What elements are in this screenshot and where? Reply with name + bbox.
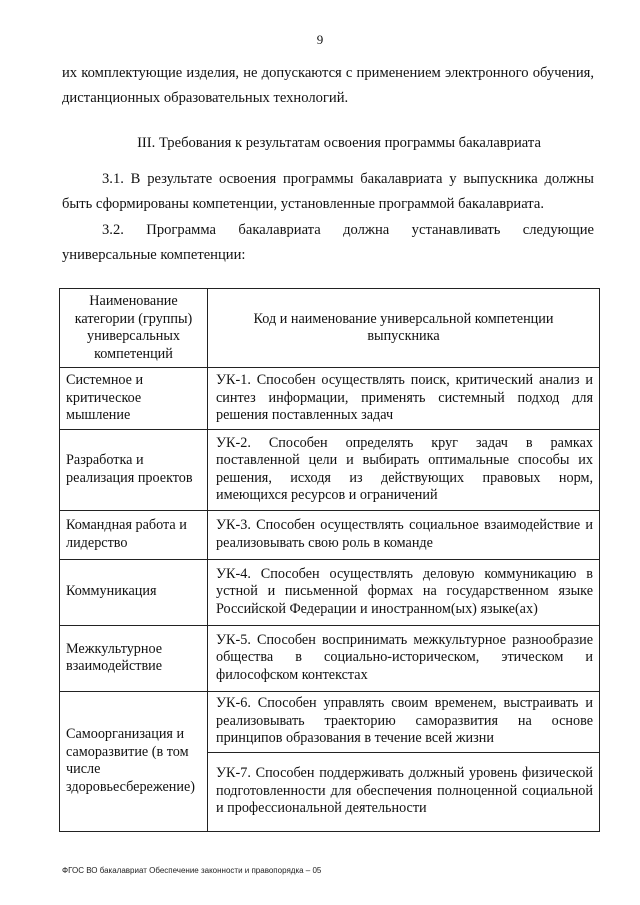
- table-row: [60, 691, 600, 752]
- table-header-row: [60, 289, 600, 368]
- competencies-table: [59, 288, 600, 832]
- header-category: Наименование категории (группы) универсальных компетенций: [60, 289, 208, 368]
- category-cell: Разработка и реализация проектов: [60, 429, 208, 510]
- section-heading: III. Требования к результатам освоения программы бакалавриата: [137, 135, 541, 151]
- category-cell: Межкультурное взаимодействие: [60, 625, 208, 691]
- table-row: [60, 368, 600, 430]
- competence-cell: УК-5. Способен воспринимать межкультурное разнообразие общества в социально-историческом, этическом и философском контекстах: [208, 625, 600, 691]
- page-number: 9: [316, 32, 324, 47]
- table-row: [60, 429, 600, 510]
- table-row: [60, 559, 600, 625]
- continued-paragraph: их комплектующие изделия, не допускаются с применением электронного обучения, дистанционных образовательных технологий.: [62, 65, 594, 106]
- category-cell: Командная работа и лидерство: [60, 510, 208, 559]
- table-row: [60, 625, 600, 691]
- paragraph-3-2: 3.2. Программа бакалавриата должна устанавливать следующие универсальные компетенции:: [62, 222, 594, 263]
- competence-cell: УК-2. Способен определять круг задач в рамках поставленной цели и выбирать оптимальные способы их решения, исходя из действующих правовых норм, имеющихся ресурсов и ограничений: [208, 429, 600, 510]
- category-cell: Самоорганизация и саморазвитие (в том числе здоровьесбережение): [60, 691, 208, 831]
- competence-cell: УК-7. Способен поддерживать должный уровень физической подготовленности для обеспечения полноценной социальной и профессиональной деятельности: [208, 752, 600, 831]
- table-row: [60, 510, 600, 559]
- competence-cell: УК-3. Способен осуществлять социальное взаимодействие и реализовывать свою роль в команде: [208, 510, 600, 559]
- category-cell: Коммуникация: [60, 559, 208, 625]
- category-cell: Системное и критическое мышление: [60, 368, 208, 430]
- competence-cell: УК-4. Способен осуществлять деловую коммуникацию в устной и письменной формах на государственном языке Российской Федерации и иностранном(ых) языке(ах): [208, 559, 600, 625]
- footer: ФГОС ВО бакалавриат Обеспечение законности и правопорядка – 05: [62, 866, 322, 875]
- paragraph-3-1: 3.1. В результате освоения программы бакалавриата у выпускника должны быть сформированы компетенции, установленные программой бакалавриата.: [62, 171, 594, 212]
- competence-cell: УК-1. Способен осуществлять поиск, критический анализ и синтез информации, применять системный подход для решения поставленных задач: [208, 368, 600, 430]
- competence-cell: УК-6. Способен управлять своим временем, выстраивать и реализовывать траекторию саморазвития на основе принципов образования в течение всей жизни: [208, 691, 600, 752]
- header-code: Код и наименование универсальной компетенции выпускника: [208, 289, 600, 368]
